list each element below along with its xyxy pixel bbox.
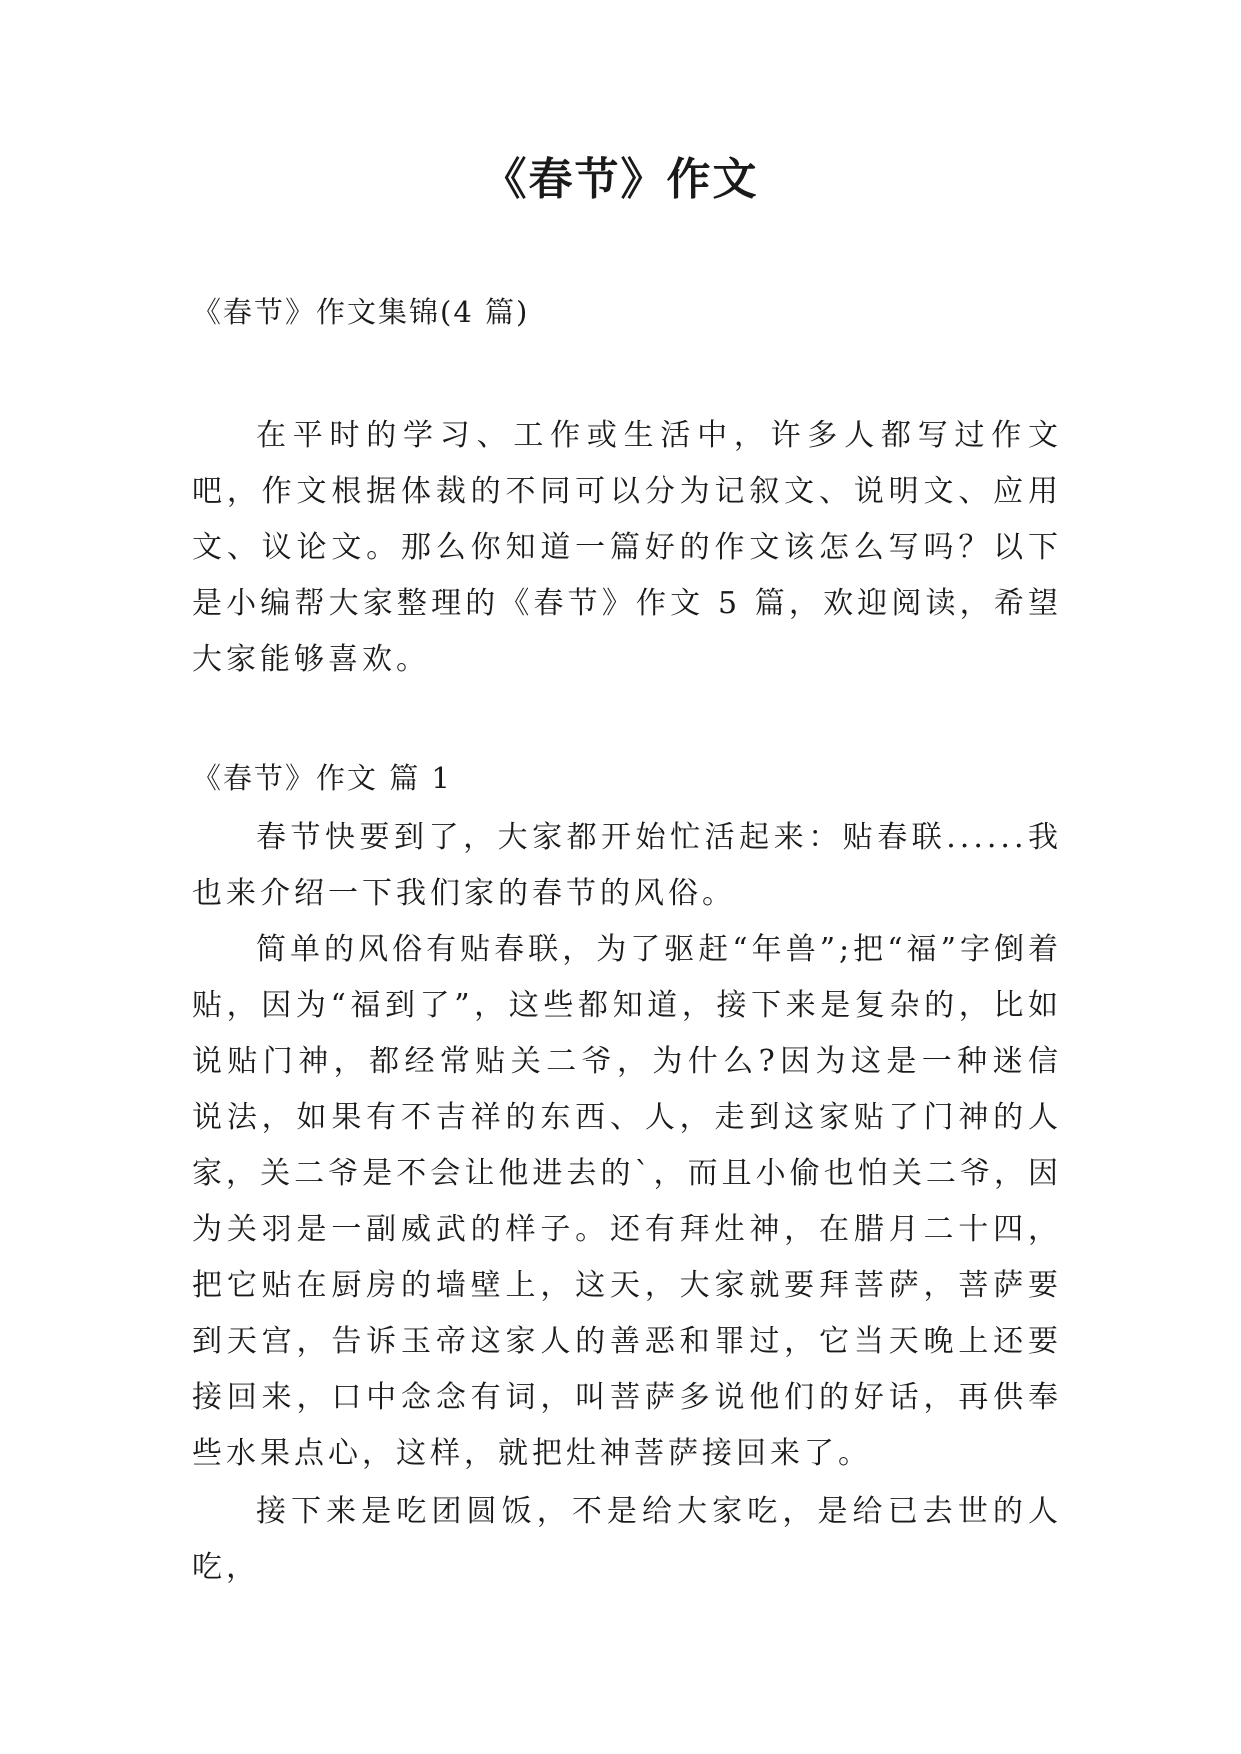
section-heading: 《春节》作文 篇 1: [192, 761, 452, 795]
body-paragraph-2: 简单的风俗有贴春联，为了驱赶“年兽”;把“福”字倒着贴，因为“福到了”，这些都知道，接下来是复杂的，比如说贴门神，都经常贴关二爷，为什么?因为这是一种迷信说法，如果有不吉祥的东西、人，走到这家贴了门神的人家，关二爷是不会让他进去的`，而且小偷也怕关二爷，因为关羽是一副威武的样子。还有拜灶神，在腊月二十四，把它贴在厨房的墙壁上，这天，大家就要拜菩萨，菩萨要到天宫，告诉玉帝这家人的善恶和罪过，它当天晚上还要接回来，口中念念有词，叫菩萨多说他们的好话，再供奉些水果点心，这样，就把灶神菩萨接回来了。: [192, 932, 1062, 1471]
document-subtitle: 《春节》作文集锦(4 篇): [192, 295, 530, 329]
document-title: 《春节》作文: [482, 154, 759, 205]
intro-paragraph: 在平时的学习、工作或生活中，许多人都写过作文吧，作文根据体裁的不同可以分为记叙文、说明文、应用文、议论文。那么你知道一篇好的作文该怎么写吗？以下是小编帮大家整理的《春节》作文 5 篇，欢迎阅读，希望大家能够喜欢。: [192, 418, 1062, 677]
body-paragraph-3: 接下来是吃团圆饭，不是给大家吃，是给已去世的人吃，: [192, 1494, 1062, 1585]
body-paragraph-1: 春节快要到了，大家都开始忙活起来：贴春联......我也来介绍一下我们家的春节的风俗。: [192, 820, 1062, 911]
